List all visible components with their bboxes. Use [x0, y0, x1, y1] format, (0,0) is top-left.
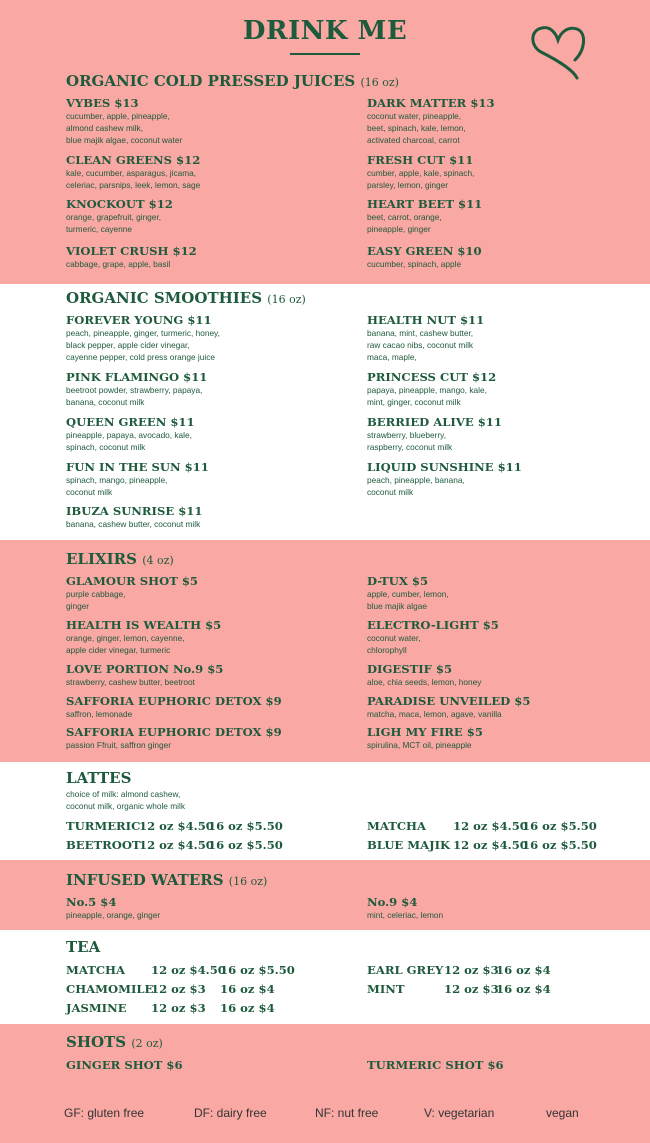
- menu-item: [367, 460, 637, 498]
- item-ingredients: strawberry, blueberry, raspberry, coconut milk: [367, 430, 453, 453]
- item-name: No.9 $4: [367, 895, 418, 909]
- item-ingredients: peach, pineapple, banana, coconut milk: [367, 475, 465, 498]
- drink-name: BEETROOT: [66, 838, 141, 852]
- tea-heading: [66, 938, 100, 956]
- price-12oz: 12 oz $4.50: [151, 963, 226, 977]
- item-name: DARK MATTER $13: [367, 96, 495, 110]
- item-ingredients: cumber, apple, kale, spinach, parsley, lemon, ginger: [367, 168, 475, 191]
- menu-item: [66, 313, 336, 364]
- item-name: PRINCESS CUT $12: [367, 370, 497, 384]
- price-12oz: 12 oz $3: [151, 982, 206, 996]
- item-ingredients: apple, cumber, lemon, blue majik algae: [367, 589, 449, 612]
- shot-item: [367, 1058, 504, 1072]
- item-name: VIOLET CRUSH $12: [66, 244, 197, 258]
- waters-unit: (16 oz): [228, 875, 268, 888]
- price-12oz: 12 oz $4.50: [139, 819, 214, 833]
- page-title: DRINK ME: [242, 16, 408, 46]
- item-ingredients: cucumber, apple, pineapple, almond cashew milk, blue majik algae, coconut water: [66, 111, 183, 146]
- item-ingredients: papaya, pineapple, mango, kale, mint, ginger, coconut milk: [367, 385, 487, 408]
- price-16oz: 16 oz $5.50: [522, 819, 597, 833]
- menu-item: [367, 694, 637, 720]
- shots-unit: (2 oz): [131, 1037, 163, 1050]
- item-name: FRESH CUT $11: [367, 153, 474, 167]
- item-name: FOREVER YOUNG $11: [66, 313, 212, 327]
- lattes-heading: [66, 769, 131, 787]
- item-name: GLAMOUR SHOT $5: [66, 574, 198, 588]
- drink-name: MATCHA: [66, 963, 125, 977]
- item-ingredients: coconut water, chlorophyll: [367, 633, 421, 656]
- drink-name: TURMERIC SHOT $6: [367, 1058, 504, 1072]
- waters-heading: [66, 871, 267, 889]
- item-name: EASY GREEN $10: [367, 244, 482, 258]
- item-name: SAFFORIA EUPHORIC DETOX $9: [66, 694, 282, 708]
- item-name: HEART BEET $11: [367, 197, 483, 211]
- elixirs-heading: [66, 550, 174, 568]
- item-ingredients: pineapple, papaya, avocado, kale, spinach, coconut milk: [66, 430, 192, 453]
- item-ingredients: mint, celeriac, lemon: [367, 910, 444, 920]
- item-ingredients: spirulina, MCT oil, pineapple: [367, 740, 472, 750]
- item-ingredients: banana, cashew butter, coconut milk: [66, 519, 201, 529]
- drink-name: JASMINE: [66, 1001, 127, 1015]
- item-ingredients: pineapple, orange, ginger: [66, 910, 161, 920]
- drink-name: MINT: [367, 982, 405, 996]
- menu-item: [367, 662, 637, 688]
- item-name: FUN IN THE SUN $11: [66, 460, 209, 474]
- item-ingredients: cucumber, spinach, apple: [367, 259, 462, 269]
- menu-item: [66, 415, 336, 453]
- menu-item: [66, 574, 336, 612]
- legend-gluten-free: GF: gluten free: [64, 1106, 145, 1120]
- price-12oz: 12 oz $3: [444, 982, 499, 996]
- elixirs-unit: (4 oz): [142, 554, 174, 567]
- smoothies-title: ORGANIC SMOOTHIES: [66, 289, 263, 307]
- milk-note: choice of milk: almond cashew, coconut milk, organic whole milk: [66, 789, 185, 812]
- menu-item: [66, 662, 336, 688]
- price-16oz: 16 oz $5.50: [220, 963, 295, 977]
- item-ingredients: strawberry, cashew butter, beetroot: [66, 677, 195, 687]
- item-name: HEALTH IS WEALTH $5: [66, 618, 222, 632]
- shots-title: SHOTS: [66, 1033, 127, 1051]
- item-ingredients: coconut water, pineapple, beet, spinach, kale, lemon, activated charcoal, carrot: [367, 111, 466, 146]
- item-name: DIGESTIF $5: [367, 662, 453, 676]
- item-name: D-TUX $5: [367, 574, 429, 588]
- menu-item: [66, 96, 336, 147]
- menu-item: [66, 153, 336, 191]
- item-ingredients: purple cabbage, ginger: [66, 589, 126, 612]
- item-name: LOVE PORTION No.9 $5: [66, 662, 224, 676]
- price-12oz: 12 oz $3: [151, 1001, 206, 1015]
- legend-vegan: vegan: [546, 1106, 579, 1120]
- drink-name: GINGER SHOT $6: [66, 1058, 183, 1072]
- juices-unit: (16 oz): [360, 76, 399, 89]
- menu-item: [66, 197, 336, 235]
- menu-item: [367, 313, 637, 364]
- item-name: BERRIED ALIVE $11: [367, 415, 502, 429]
- item-name: LIGH MY FIRE $5: [367, 725, 483, 739]
- item-name: VYBES $13: [66, 96, 139, 110]
- price-12oz: 12 oz $4.50: [453, 819, 528, 833]
- price-16oz: 16 oz $5.50: [208, 838, 283, 852]
- shots-heading: [66, 1033, 163, 1051]
- menu-item: [66, 460, 336, 498]
- waters-title: INFUSED WATERS: [66, 871, 224, 889]
- juices-heading: [66, 72, 399, 90]
- item-name: PARADISE UNVEILED $5: [367, 694, 531, 708]
- drink-name: CHAMOMILE: [66, 982, 154, 996]
- item-ingredients: banana, mint, cashew butter, raw cacao nibs, coconut milk maca, maple,: [367, 328, 474, 363]
- menu-item: [367, 244, 637, 270]
- item-name: SAFFORIA EUPHORIC DETOX $9: [66, 725, 282, 739]
- item-name: ELECTRO-LIGHT $5: [367, 618, 499, 632]
- drink-name: TURMERIC: [66, 819, 141, 833]
- smoothies-unit: (16 oz): [267, 293, 306, 306]
- menu-item: [66, 244, 336, 270]
- menu-item: [367, 618, 637, 656]
- lattes-title: LATTES: [66, 769, 132, 787]
- item-ingredients: kale, cucumber, asparagus, jicama, celeriac, parsnips, leek, lemon, sage: [66, 168, 201, 191]
- title-divider: [290, 53, 360, 55]
- price-12oz: 12 oz $3: [444, 963, 499, 977]
- price-16oz: 16 oz $4: [496, 982, 551, 996]
- drink-name: MATCHA: [367, 819, 426, 833]
- elixirs-title: ELIXIRS: [66, 550, 137, 568]
- item-name: KNOCKOUT $12: [66, 197, 173, 211]
- menu-item: [367, 895, 637, 921]
- drink-name: EARL GREY: [367, 963, 444, 977]
- item-ingredients: beet, carrot, orange, pineapple, ginger: [367, 212, 442, 235]
- menu-item: [367, 153, 637, 191]
- item-ingredients: peach, pineapple, ginger, turmeric, honey, black pepper, apple cider vinegar, cayenne pepper, cold press orange juice: [66, 328, 220, 363]
- item-ingredients: matcha, maca, lemon, agave, vanilla: [367, 709, 502, 719]
- menu-item: [367, 370, 637, 408]
- item-ingredients: aloe, chia seeds, lemon, honey: [367, 677, 482, 687]
- item-ingredients: beetroot powder, strawberry, papaya, banana, coconut milk: [66, 385, 203, 408]
- price-12oz: 12 oz $4.50: [453, 838, 528, 852]
- menu-item: [66, 504, 336, 530]
- heart-outline-icon: [527, 20, 589, 82]
- item-name: QUEEN GREEN $11: [66, 415, 195, 429]
- item-ingredients: passion Ffruit, saffron ginger: [66, 740, 171, 750]
- menu-item: [66, 694, 336, 720]
- smoothies-heading: [66, 289, 306, 307]
- tea-title: TEA: [66, 938, 101, 956]
- menu-item: [66, 618, 336, 656]
- menu-item: [367, 574, 637, 612]
- item-name: CLEAN GREENS $12: [66, 153, 201, 167]
- menu-item: [66, 895, 336, 921]
- price-16oz: 16 oz $4: [496, 963, 551, 977]
- item-ingredients: orange, grapefruit, ginger, turmeric, cayenne: [66, 212, 162, 235]
- item-name: PINK FLAMINGO $11: [66, 370, 208, 384]
- juices-title: ORGANIC COLD PRESSED JUICES: [66, 72, 356, 90]
- item-ingredients: orange, ginger, lemon, cayenne, apple cider vinegar, turmeric: [66, 633, 185, 656]
- legend-dairy-free: DF: dairy free: [194, 1106, 267, 1120]
- item-ingredients: spinach, mango, pineapple, coconut milk: [66, 475, 168, 498]
- item-name: LIQUID SUNSHINE $11: [367, 460, 522, 474]
- price-16oz: 16 oz $4: [220, 982, 275, 996]
- price-12oz: 12 oz $4.50: [139, 838, 214, 852]
- menu-item: [66, 725, 336, 751]
- item-name: IBUZA SUNRISE $11: [66, 504, 203, 518]
- legend-nut-free: NF: nut free: [315, 1106, 379, 1120]
- price-16oz: 16 oz $5.50: [208, 819, 283, 833]
- menu-item: [367, 415, 637, 453]
- legend-vegetarian: V: vegetarian: [424, 1106, 495, 1120]
- menu-item: [367, 197, 637, 235]
- item-name: HEALTH NUT $11: [367, 313, 485, 327]
- price-16oz: 16 oz $4: [220, 1001, 275, 1015]
- menu-item: [367, 725, 637, 751]
- price-16oz: 16 oz $5.50: [522, 838, 597, 852]
- drink-name: BLUE MAJIK: [367, 838, 451, 852]
- shot-item: [66, 1058, 183, 1072]
- menu-item: [66, 370, 336, 408]
- menu-item: [367, 96, 637, 147]
- item-name: No.5 $4: [66, 895, 117, 909]
- item-ingredients: saffron, lemonade: [66, 709, 133, 719]
- item-ingredients: cabbage, grape, apple, basil: [66, 259, 171, 269]
